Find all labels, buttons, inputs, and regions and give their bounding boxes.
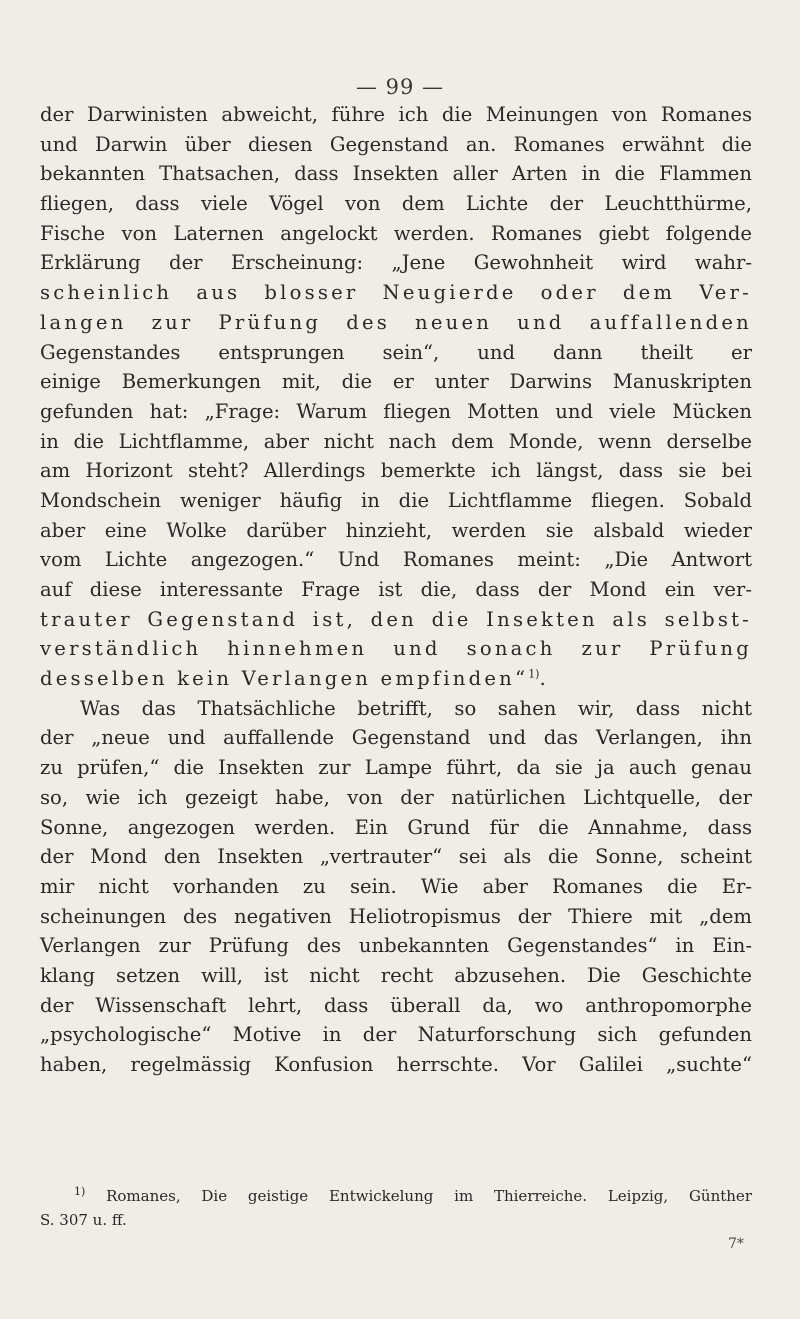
- text-line: am Horizont steht? Allerdings bemerkte ich längst, dass sie bei: [40, 459, 752, 483]
- footnote-text: Romanes, Die geistige Entwickelung im Thierreiche. Leipzig, Günther: [106, 1187, 752, 1205]
- text-line: fliegen, dass viele Vögel von dem Lichte der Leuchtthürme,: [40, 192, 752, 216]
- text-line: scheinungen des negativen Heliotropismus der Thiere mit „dem: [40, 904, 752, 928]
- body-text: [40, 100, 752, 1080]
- text-line-spaced: trauter Gegenstand ist, den die Insekten als selbst-: [40, 607, 752, 631]
- text-line: Sonne, angezogen werden. Ein Grund für die Annahme, dass: [40, 815, 752, 839]
- text-line: haben, regelmässig Konfusion herrschte. Vor Galilei „suchte“: [40, 1053, 752, 1076]
- text-line-paragraph-start: Was das Thatsächliche betrifft, so sahen wir, dass nicht: [80, 696, 752, 720]
- text-line: der Mond den Insekten „vertrauter“ sei als die Sonne, scheint: [40, 845, 752, 869]
- footnote-line: [40, 1184, 752, 1208]
- text-line: auf diese interessante Frage ist die, dass der Mond ein ver-: [40, 578, 752, 601]
- text-line: der Darwinisten abweicht, führe ich die Meinungen von Romanes: [40, 103, 752, 126]
- text-line: „psychologische“ Motive in der Naturforschung sich gefunden: [40, 1023, 752, 1047]
- text-line: Fische von Laternen angelockt werden. Romanes giebt folgende: [40, 221, 752, 245]
- text-line-paragraph-end: [40, 664, 752, 694]
- text-line: vom Lichte angezogen.“ Und Romanes meint: „Die Antwort: [40, 548, 752, 572]
- text-line: der „neue und auffallende Gegenstand und das Verlangen, ihn: [40, 726, 752, 750]
- signature-mark: 7*: [728, 1236, 744, 1252]
- text-line-spaced: verständlich hinnehmen und sonach zur Prüfung: [40, 637, 752, 661]
- text-line-spaced: desselben kein Verlangen empfinden“: [40, 667, 529, 691]
- text-line: der Wissenschaft lehrt, dass überall da, wo anthropomorphe: [40, 993, 752, 1017]
- text-line-spaced: scheinlich aus blosser Neugierde oder dem Ver-: [40, 281, 752, 305]
- text-line: klang setzen will, ist nicht recht abzusehen. Die Geschichte: [40, 963, 752, 987]
- text-line: Gegenstandes entsprungen sein“, und dann theilt er: [40, 340, 752, 364]
- footnote-number: 1): [74, 1185, 86, 1198]
- text-line: so, wie ich gezeigt habe, von der natürlichen Lichtquelle, der: [40, 785, 752, 809]
- page-number-header: — 99 —: [355, 75, 445, 99]
- text-line: aber eine Wolke darüber hinzieht, werden sie alsbald wieder: [40, 518, 752, 542]
- text-line: Erklärung der Erscheinung: „Jene Gewohnheit wird wahr-: [40, 251, 752, 275]
- text-line: in die Lichtflamme, aber nicht nach dem Monde, wenn derselbe: [40, 429, 752, 453]
- text-line: bekannten Thatsachen, dass Insekten aller Arten in die Flammen: [40, 162, 752, 186]
- text-line: Verlangen zur Prüfung des unbekannten Gegenstandes“ in Ein-: [40, 934, 752, 958]
- footnotes: [40, 1184, 752, 1232]
- text-line: und Darwin über diesen Gegenstand an. Romanes erwähnt die: [40, 132, 752, 156]
- text-line: Mondschein weniger häufig in die Lichtflamme fliegen. Sobald: [40, 488, 752, 512]
- text-line: gefunden hat: „Frage: Warum fliegen Motten und viele Mücken: [40, 399, 752, 423]
- text-line: einige Bemerkungen mit, die er unter Darwins Manuskripten: [40, 370, 752, 394]
- footnote-marker: 1): [528, 667, 540, 681]
- footnote-line: S. 307 u. ff.: [40, 1211, 127, 1229]
- text-line-spaced: langen zur Prüfung des neuen und auffallenden: [40, 310, 752, 334]
- text-line: mir nicht vorhanden zu sein. Wie aber Romanes die Er-: [40, 874, 752, 898]
- text-line: zu prüfen,“ die Insekten zur Lampe führt, da sie ja auch genau: [40, 756, 752, 780]
- line-end-punctuation: .: [539, 667, 546, 691]
